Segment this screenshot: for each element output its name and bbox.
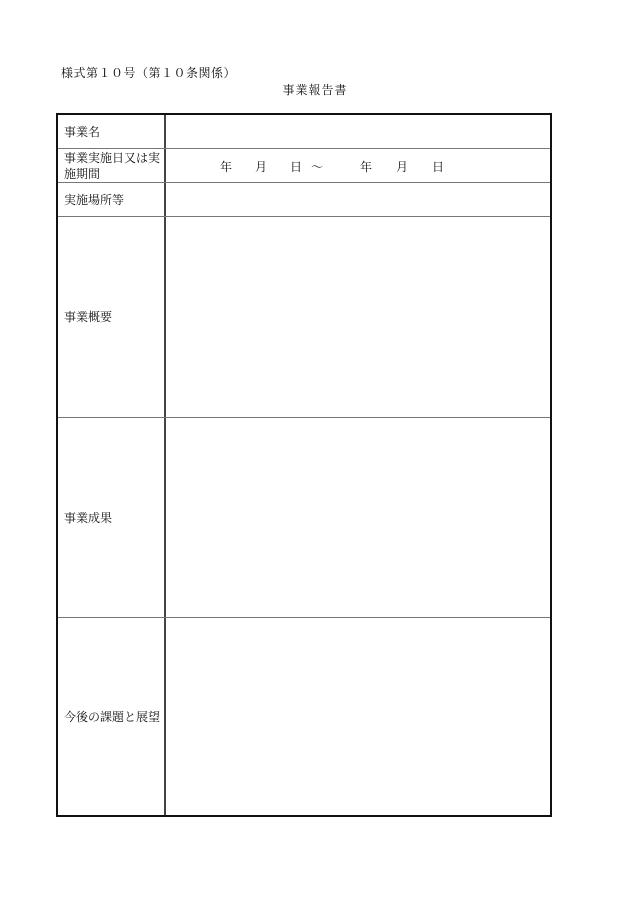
project-overview-field[interactable] bbox=[166, 217, 550, 417]
end-year-label: 年 bbox=[360, 160, 373, 174]
label-future-issues: 今後の課題と展望 bbox=[58, 618, 166, 815]
row-location bbox=[58, 183, 550, 217]
range-separator: ～ bbox=[311, 160, 324, 174]
label-project-overview: 事業概要 bbox=[58, 217, 166, 417]
end-month-label: 月 bbox=[396, 160, 409, 174]
end-day-label: 日 bbox=[432, 160, 445, 174]
location-field[interactable] bbox=[166, 183, 550, 216]
label-project-name: 事業名 bbox=[58, 115, 166, 148]
date-range bbox=[166, 149, 550, 182]
page-title: 事業報告書 bbox=[282, 83, 348, 97]
project-results-field[interactable] bbox=[166, 418, 550, 617]
label-implementation-period: 事業実施日又は実 施期間 bbox=[58, 149, 166, 182]
row-project-results bbox=[58, 418, 550, 618]
start-day-label: 日 bbox=[290, 160, 303, 174]
row-implementation-period bbox=[58, 149, 550, 183]
label-location: 実施場所等 bbox=[58, 183, 166, 216]
row-project-overview bbox=[58, 217, 550, 418]
start-year-label: 年 bbox=[220, 160, 233, 174]
start-month-label: 月 bbox=[255, 160, 268, 174]
label-project-results: 事業成果 bbox=[58, 418, 166, 617]
row-future-issues bbox=[58, 618, 550, 815]
project-name-field[interactable] bbox=[166, 115, 550, 148]
form-number: 様式第１０号（第１０条関係） bbox=[61, 66, 237, 80]
implementation-period-field[interactable] bbox=[166, 149, 550, 182]
row-project-name bbox=[58, 115, 550, 149]
report-table bbox=[56, 113, 552, 817]
future-issues-field[interactable] bbox=[166, 618, 550, 815]
